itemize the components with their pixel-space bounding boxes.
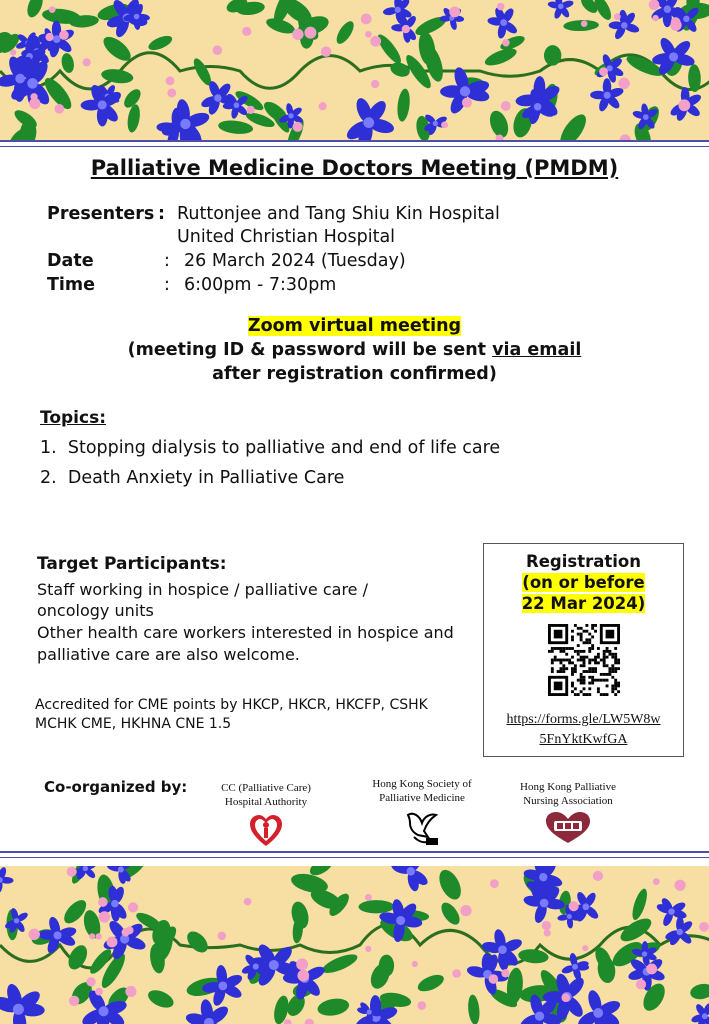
bud xyxy=(297,970,309,982)
bottom-floral-border xyxy=(0,866,709,1024)
flower xyxy=(575,989,622,1024)
bud xyxy=(122,928,130,936)
bud xyxy=(49,6,56,13)
leaf xyxy=(145,987,176,1011)
flower xyxy=(609,9,641,40)
meeting-note-line2: after registration confirmed) xyxy=(212,364,497,384)
bud xyxy=(95,988,103,996)
cme-line: Accredited for CME points by HKCP, HKCR, HKCFP, CSHK xyxy=(35,697,428,713)
bud xyxy=(561,993,570,1002)
date-label: Date xyxy=(47,251,94,271)
leaf xyxy=(396,88,411,122)
org-name-line: CC (Palliative Care) xyxy=(221,782,311,794)
leaf xyxy=(630,887,650,922)
bud xyxy=(402,25,410,33)
bottom-divider xyxy=(0,851,709,853)
time-colon: : xyxy=(164,275,170,295)
leaf xyxy=(438,899,463,927)
bud xyxy=(412,961,418,967)
date-value: 26 March 2024 (Tuesday) xyxy=(184,251,406,271)
org-hospital-authority xyxy=(206,781,326,849)
bud xyxy=(54,104,64,114)
bud xyxy=(361,14,372,25)
topic-item xyxy=(40,468,344,488)
flower xyxy=(487,6,519,39)
meeting-note-prefix: (meeting ID & password will be sent xyxy=(127,340,493,360)
meeting-info xyxy=(0,314,709,386)
presenters-colon: : xyxy=(158,204,165,224)
bud xyxy=(29,929,40,940)
topic-number: 2. xyxy=(40,468,57,488)
bud xyxy=(10,49,16,55)
bud xyxy=(614,13,621,20)
flower xyxy=(390,866,430,892)
time-value: 6:00pm - 7:30pm xyxy=(184,275,337,295)
bud xyxy=(452,969,461,978)
bud xyxy=(542,921,551,930)
presenter-2: United Christian Hospital xyxy=(177,227,396,247)
bud xyxy=(45,33,53,41)
flower xyxy=(0,982,45,1024)
leaf xyxy=(689,982,709,1001)
bud xyxy=(618,78,630,90)
bud xyxy=(582,945,588,951)
bud xyxy=(67,867,77,877)
org-hk-palliative-nursing-association xyxy=(508,780,628,845)
leaf xyxy=(183,928,211,957)
top-divider xyxy=(0,140,709,142)
bud xyxy=(502,39,509,46)
leaf xyxy=(320,951,360,977)
bud xyxy=(674,880,685,891)
top-floral-border xyxy=(0,0,709,142)
bud xyxy=(304,27,316,39)
bud xyxy=(497,3,505,11)
participants-line: Other health care workers interested in hospice and xyxy=(37,623,454,642)
top-divider-thin xyxy=(0,146,709,147)
bud xyxy=(86,977,95,986)
bud xyxy=(69,996,79,1006)
time-row xyxy=(47,275,95,295)
bud xyxy=(649,0,660,10)
bud xyxy=(653,878,660,885)
leaf xyxy=(483,45,519,69)
bud xyxy=(441,121,448,128)
flower xyxy=(344,96,396,142)
bud xyxy=(89,933,95,939)
leaf xyxy=(24,0,45,20)
leaf xyxy=(316,996,350,1018)
bud xyxy=(417,1001,426,1010)
bud xyxy=(167,88,176,97)
leaf xyxy=(415,971,446,994)
registration-deadline-date: 22 Mar 2024) xyxy=(521,594,646,613)
org-hk-society-palliative-medicine xyxy=(362,777,482,847)
bud xyxy=(99,911,110,922)
registration-url-part[interactable]: https://forms.gle/LW5W8w xyxy=(506,712,661,727)
date-colon: : xyxy=(164,251,170,271)
participants-line: palliative care are also welcome. xyxy=(37,645,300,664)
bud xyxy=(292,29,303,40)
dove-logo-icon xyxy=(404,807,440,847)
bud xyxy=(293,122,303,132)
bud xyxy=(321,46,332,57)
date-row xyxy=(47,251,94,271)
topics-heading: Topics: xyxy=(40,408,107,428)
bud xyxy=(125,986,136,997)
registration-link[interactable] xyxy=(484,710,683,750)
flower xyxy=(185,998,231,1024)
bud xyxy=(59,30,69,40)
bud xyxy=(652,15,658,21)
bud xyxy=(489,974,499,984)
meeting-mode: Zoom virtual meeting xyxy=(247,316,462,336)
presenters-label: Presenters xyxy=(47,204,155,224)
bud xyxy=(462,97,472,107)
leaf xyxy=(60,52,75,74)
bud xyxy=(646,964,657,975)
bud xyxy=(371,80,379,88)
leaf xyxy=(358,900,394,913)
bud xyxy=(569,901,579,911)
via-email-link[interactable]: via email xyxy=(492,340,582,360)
registration-url-part[interactable]: 5FnYktKwfGA xyxy=(539,732,628,747)
registration-title: Registration xyxy=(526,552,641,571)
bud xyxy=(449,6,460,17)
bud xyxy=(96,933,102,939)
leaf xyxy=(563,19,599,31)
bud xyxy=(365,31,372,38)
bud xyxy=(319,102,327,110)
registration-qr-code[interactable] xyxy=(548,624,620,696)
org-name-line: Hospital Authority xyxy=(224,796,308,808)
leaf xyxy=(289,900,311,931)
org-name-line: Hong Kong Palliative xyxy=(520,781,616,793)
participants-line: oncology units xyxy=(37,601,154,620)
bud xyxy=(29,98,40,109)
bud xyxy=(460,905,471,916)
bud xyxy=(128,902,138,912)
bud xyxy=(98,897,108,907)
presenter-1: Ruttonjee and Tang Shiu Kin Hospital xyxy=(177,204,500,224)
org-name-line: Hong Kong Society of xyxy=(372,778,472,790)
bud xyxy=(218,932,227,941)
leaf xyxy=(126,103,142,133)
leaf xyxy=(556,110,591,142)
registration-box xyxy=(483,543,684,757)
cme-line: MCHK CME, HKHNA CNE 1.5 xyxy=(35,716,232,732)
bud xyxy=(599,67,608,76)
participants-line: Staff working in hospice / palliative care / xyxy=(37,580,368,599)
bud xyxy=(365,894,372,901)
leaf xyxy=(146,33,174,53)
bud xyxy=(247,106,255,114)
bud xyxy=(107,936,118,947)
bud xyxy=(670,20,681,31)
bud xyxy=(83,58,91,66)
bud xyxy=(501,101,511,111)
bud xyxy=(166,76,175,85)
topic-number: 1. xyxy=(40,438,57,458)
coorganized-label: Co-organized by: xyxy=(44,778,188,796)
org-name-line: Palliative Medicine xyxy=(379,792,465,804)
bud xyxy=(581,20,588,27)
topic-text: Stopping dialysis to palliative and end of life care xyxy=(67,438,501,458)
leaf xyxy=(217,119,253,136)
bottom-divider-thin xyxy=(0,857,709,858)
bud xyxy=(678,99,690,111)
bud xyxy=(636,979,646,989)
bud xyxy=(305,1019,314,1024)
participants-heading: Target Participants: xyxy=(37,554,227,574)
nursing-association-logo-icon xyxy=(544,811,592,845)
registration-deadline: (on or before xyxy=(522,573,645,592)
leaf xyxy=(333,19,357,47)
bud xyxy=(544,929,551,936)
bud xyxy=(501,969,509,977)
bud xyxy=(490,879,499,888)
bud xyxy=(242,27,251,36)
bud xyxy=(296,958,308,970)
topic-item xyxy=(40,438,500,458)
time-label: Time xyxy=(47,275,96,295)
org-name-line: Nursing Association xyxy=(523,795,613,807)
bud xyxy=(213,45,223,55)
flower xyxy=(690,1002,709,1024)
presenters-row xyxy=(47,204,165,224)
bud xyxy=(284,1019,292,1024)
page-title: Palliative Medicine Doctors Meeting (PMDM) xyxy=(90,156,619,180)
bud xyxy=(699,922,709,932)
bud xyxy=(365,946,371,952)
leaf xyxy=(435,866,465,903)
flower xyxy=(0,866,14,894)
flower xyxy=(547,0,574,20)
leaf xyxy=(467,994,481,1024)
topic-text: Death Anxiety in Palliative Care xyxy=(67,468,345,488)
bud xyxy=(244,898,252,906)
hospital-authority-logo-icon xyxy=(248,813,284,849)
bud xyxy=(593,871,603,881)
bud xyxy=(370,36,381,47)
